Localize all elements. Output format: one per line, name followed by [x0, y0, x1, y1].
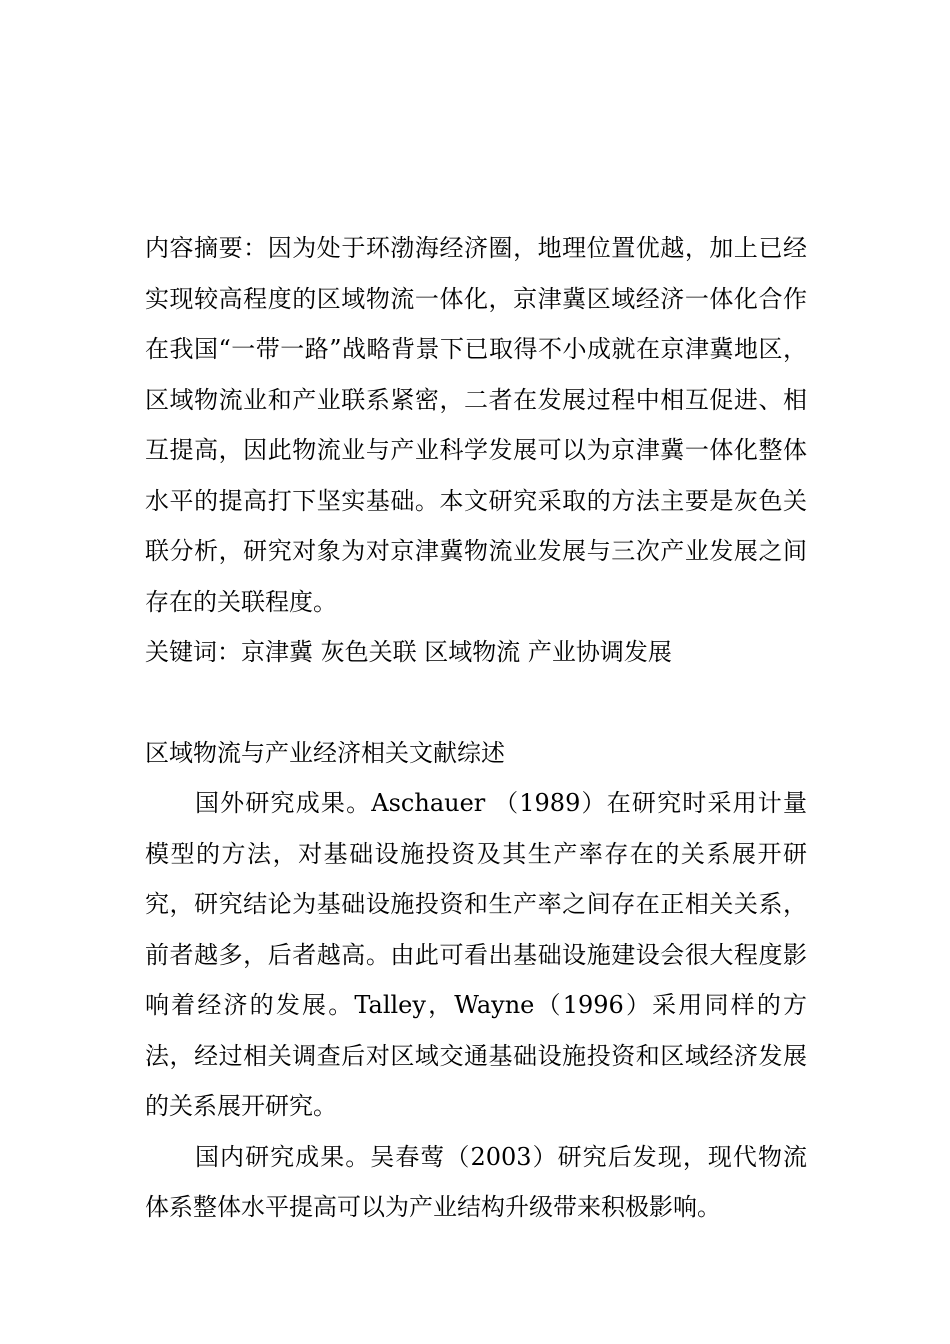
- body-paragraph-foreign-research: 国外研究成果。Aschauer （1989）在研究时采用计量模型的方法，对基础设施投资及其生产率存在的关系展开研究，研究结论为基础设施投资和生产率之间存在正相关关系，前者越多，后者越高。由此可看出基础设施建设会很大程度影响着经济的发展。Talley，Wayne（1996）采用同样的方法，经过相关调查后对区域交通基础设施投资和区域经济发展的关系展开研究。: [145, 789, 807, 1120]
- abstract-paragraph: [145, 223, 807, 627]
- body-paragraph-domestic-research: 国内研究成果。吴春莺（2003）研究后发现，现代物流体系整体水平提高可以为产业结构升级带来积极影响。: [145, 1142, 807, 1221]
- abstract-label: 内容摘要：: [145, 234, 268, 262]
- keywords-label: 关键词：: [145, 638, 241, 666]
- abstract-text: 因为处于环渤海经济圈，地理位置优越，加上已经实现较高程度的区域物流一体化，京津冀区域经济一体化合作在我国“一带一路”战略背景下已取得不小成就在京津冀地区，区域物流业和产业联系紧密，二者在发展过程中相互促进、相互提高，因此物流业与产业科学发展可以为京津冀一体化整体水平的提高打下坚实基础。本文研究采取的方法主要是灰色关联分析，研究对象为对京津冀物流业发展与三次产业发展之间存在的关联程度。: [145, 234, 808, 616]
- section-spacer: [145, 678, 807, 728]
- document-body: [145, 223, 807, 1233]
- section-heading: 区域物流与产业经济相关文献综述: [145, 738, 505, 767]
- keywords-line: [145, 627, 807, 678]
- keywords-text: 京津冀 灰色关联 区域物流 产业协调发展: [241, 638, 672, 666]
